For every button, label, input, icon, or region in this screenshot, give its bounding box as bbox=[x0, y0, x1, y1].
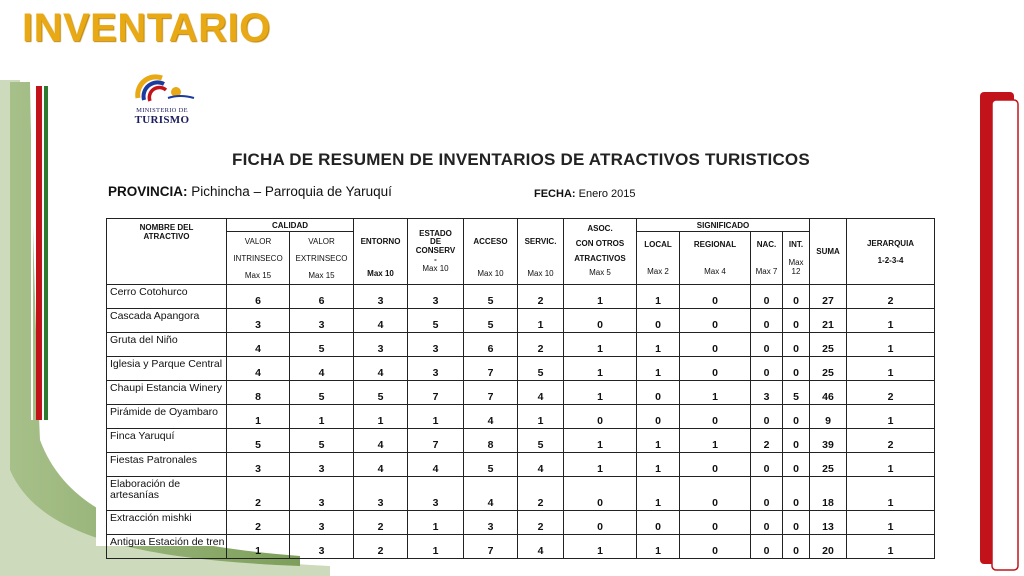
table-cell: 2 bbox=[847, 381, 935, 405]
table-cell: 3 bbox=[408, 333, 464, 357]
table-cell: 1 bbox=[564, 357, 637, 381]
table-cell: 3 bbox=[354, 285, 408, 309]
table-cell: 1 bbox=[408, 405, 464, 429]
table-cell: 4 bbox=[354, 357, 408, 381]
header-estado: ESTADO DE CONSERV - Max 10 bbox=[408, 219, 464, 285]
table-cell: 1 bbox=[680, 429, 751, 453]
table-cell: 5 bbox=[518, 429, 564, 453]
attraction-name: Antigua Estación de tren bbox=[107, 535, 227, 559]
table-cell: 1 bbox=[847, 535, 935, 559]
right-decoration bbox=[944, 0, 1024, 576]
table-cell: 3 bbox=[227, 453, 290, 477]
table-cell: 0 bbox=[783, 285, 810, 309]
table-cell: 5 bbox=[408, 309, 464, 333]
header-servic: SERVIC. Max 10 bbox=[518, 219, 564, 285]
table-cell: 7 bbox=[464, 535, 518, 559]
table-row bbox=[107, 535, 935, 559]
table-row bbox=[107, 285, 935, 309]
table-cell: 5 bbox=[290, 429, 354, 453]
header-entorno: ENTORNO Max 10 bbox=[354, 219, 408, 285]
header-int: INT. Max 12 bbox=[783, 232, 810, 285]
table-cell: 1 bbox=[408, 511, 464, 535]
table-cell: 2 bbox=[847, 285, 935, 309]
table-cell: 1 bbox=[227, 405, 290, 429]
header-jerarquia: JERARQUIA 1-2-3-4 bbox=[847, 219, 935, 285]
table-cell: 3 bbox=[290, 453, 354, 477]
table-cell: 39 bbox=[810, 429, 847, 453]
table-cell: 0 bbox=[751, 535, 783, 559]
table-cell: 0 bbox=[751, 333, 783, 357]
table-cell: 1 bbox=[847, 453, 935, 477]
fecha-line bbox=[534, 188, 636, 200]
table-cell: 4 bbox=[227, 333, 290, 357]
table-cell: 0 bbox=[680, 333, 751, 357]
table-cell: 0 bbox=[680, 309, 751, 333]
header-significado: SIGNIFICADO bbox=[637, 219, 810, 232]
table-cell: 1 bbox=[564, 453, 637, 477]
attraction-name: Finca Yaruquí bbox=[107, 429, 227, 453]
attraction-name: Elaboración de artesanías bbox=[107, 477, 227, 511]
inventory-document bbox=[96, 68, 944, 557]
table-cell: 1 bbox=[847, 309, 935, 333]
table-cell: 4 bbox=[408, 453, 464, 477]
table-cell: 4 bbox=[518, 535, 564, 559]
header-asoc: ASOC. CON OTROS ATRACTIVOS Max 5 bbox=[564, 219, 637, 285]
table-cell: 5 bbox=[354, 381, 408, 405]
table-cell: 25 bbox=[810, 453, 847, 477]
table-cell: 4 bbox=[518, 381, 564, 405]
table-cell: 0 bbox=[637, 381, 680, 405]
table-cell: 1 bbox=[637, 453, 680, 477]
table-cell: 5 bbox=[464, 453, 518, 477]
table-cell: 8 bbox=[464, 429, 518, 453]
table-cell: 0 bbox=[637, 405, 680, 429]
table-cell: 3 bbox=[408, 477, 464, 511]
table-cell: 3 bbox=[290, 477, 354, 511]
table-cell: 1 bbox=[518, 405, 564, 429]
table-cell: 0 bbox=[751, 453, 783, 477]
table-cell: 4 bbox=[290, 357, 354, 381]
table-cell: 1 bbox=[564, 429, 637, 453]
table-cell: 1 bbox=[847, 511, 935, 535]
table-cell: 0 bbox=[680, 453, 751, 477]
table-cell: 0 bbox=[564, 511, 637, 535]
header-calidad: CALIDAD bbox=[227, 219, 354, 232]
table-cell: 3 bbox=[354, 333, 408, 357]
table-cell: 0 bbox=[680, 405, 751, 429]
attraction-name: Cerro Cotohurco bbox=[107, 285, 227, 309]
table-header bbox=[107, 219, 935, 285]
provincia-value: Pichincha – Parroquia de Yaruquí bbox=[191, 184, 392, 199]
table-cell: 1 bbox=[637, 357, 680, 381]
table-cell: 1 bbox=[637, 285, 680, 309]
table-cell: 1 bbox=[354, 405, 408, 429]
table-cell: 0 bbox=[751, 357, 783, 381]
table-cell: 7 bbox=[464, 381, 518, 405]
table-cell: 0 bbox=[783, 535, 810, 559]
table-cell: 5 bbox=[464, 285, 518, 309]
table-cell: 1 bbox=[564, 285, 637, 309]
logo-line-1: MINISTERIO DE bbox=[136, 107, 188, 114]
fecha-label: FECHA: bbox=[534, 188, 576, 200]
table-cell: 1 bbox=[637, 429, 680, 453]
attraction-name: Extracción mishki bbox=[107, 511, 227, 535]
table-cell: 0 bbox=[751, 405, 783, 429]
table-cell: 5 bbox=[783, 381, 810, 405]
table-cell: 5 bbox=[464, 309, 518, 333]
table-cell: 4 bbox=[354, 309, 408, 333]
table-row bbox=[107, 405, 935, 429]
table-cell: 0 bbox=[751, 511, 783, 535]
attraction-name: Fiestas Patronales bbox=[107, 453, 227, 477]
table-row bbox=[107, 357, 935, 381]
table-cell: 1 bbox=[408, 535, 464, 559]
table-cell: 27 bbox=[810, 285, 847, 309]
table-cell: 7 bbox=[408, 381, 464, 405]
table-cell: 5 bbox=[290, 381, 354, 405]
table-cell: 0 bbox=[564, 405, 637, 429]
table-cell: 3 bbox=[227, 309, 290, 333]
table-cell: 46 bbox=[810, 381, 847, 405]
table-cell: 6 bbox=[227, 285, 290, 309]
table-cell: 0 bbox=[564, 477, 637, 511]
attraction-name: Chaupi Estancia Winery bbox=[107, 381, 227, 405]
table-cell: 2 bbox=[354, 535, 408, 559]
table-row bbox=[107, 381, 935, 405]
table-cell: 0 bbox=[680, 357, 751, 381]
table-cell: 5 bbox=[227, 429, 290, 453]
table-cell: 2 bbox=[518, 285, 564, 309]
table-cell: 3 bbox=[290, 535, 354, 559]
table-cell: 0 bbox=[783, 405, 810, 429]
table-cell: 25 bbox=[810, 357, 847, 381]
table-cell: 13 bbox=[810, 511, 847, 535]
table-cell: 4 bbox=[518, 453, 564, 477]
table-cell: 3 bbox=[290, 309, 354, 333]
table-row bbox=[107, 477, 935, 511]
provincia-line bbox=[108, 184, 392, 199]
table-row bbox=[107, 333, 935, 357]
table-cell: 1 bbox=[847, 333, 935, 357]
table-cell: 1 bbox=[680, 381, 751, 405]
table-cell: 0 bbox=[751, 309, 783, 333]
table-row bbox=[107, 429, 935, 453]
table-cell: 7 bbox=[408, 429, 464, 453]
table-cell: 2 bbox=[518, 477, 564, 511]
table-cell: 5 bbox=[518, 357, 564, 381]
table-cell: 0 bbox=[680, 477, 751, 511]
header-acceso: ACCESO Max 10 bbox=[464, 219, 518, 285]
table-cell: 1 bbox=[847, 357, 935, 381]
table-cell: 1 bbox=[637, 333, 680, 357]
table-cell: 8 bbox=[227, 381, 290, 405]
table-cell: 2 bbox=[518, 511, 564, 535]
table-cell: 4 bbox=[227, 357, 290, 381]
table-cell: 1 bbox=[847, 477, 935, 511]
table-cell: 4 bbox=[354, 453, 408, 477]
table-cell: 1 bbox=[847, 405, 935, 429]
table-cell: 18 bbox=[810, 477, 847, 511]
header-suma: SUMA bbox=[810, 219, 847, 285]
table-cell: 0 bbox=[751, 285, 783, 309]
attraction-name: Pirámide de Oyambaro bbox=[107, 405, 227, 429]
table-cell: 2 bbox=[227, 511, 290, 535]
header-nac: NAC. Max 7 bbox=[751, 232, 783, 285]
table-cell: 0 bbox=[783, 477, 810, 511]
table-cell: 1 bbox=[518, 309, 564, 333]
table-cell: 0 bbox=[783, 453, 810, 477]
table-cell: 4 bbox=[464, 477, 518, 511]
table-cell: 1 bbox=[227, 535, 290, 559]
attraction-name: Cascada Apangora bbox=[107, 309, 227, 333]
logo-line-2: TURISMO bbox=[134, 113, 190, 126]
table-row bbox=[107, 453, 935, 477]
table-cell: 1 bbox=[290, 405, 354, 429]
table-cell: 3 bbox=[408, 357, 464, 381]
table-cell: 0 bbox=[783, 333, 810, 357]
inventory-table bbox=[106, 218, 935, 559]
table-cell: 7 bbox=[464, 357, 518, 381]
table-cell: 3 bbox=[464, 511, 518, 535]
table-cell: 0 bbox=[637, 511, 680, 535]
table-cell: 3 bbox=[408, 285, 464, 309]
header-valor-extrinseco: VALOR EXTRINSECO Max 15 bbox=[290, 232, 354, 285]
table-cell: 1 bbox=[637, 535, 680, 559]
table-cell: 21 bbox=[810, 309, 847, 333]
table-row bbox=[107, 309, 935, 333]
table-cell: 6 bbox=[464, 333, 518, 357]
table-cell: 4 bbox=[464, 405, 518, 429]
table-cell: 0 bbox=[751, 477, 783, 511]
header-valor-intrinseco: VALOR INTRINSECO Max 15 bbox=[227, 232, 290, 285]
table-cell: 20 bbox=[810, 535, 847, 559]
table-cell: 1 bbox=[564, 535, 637, 559]
table-body bbox=[107, 285, 935, 559]
table-cell: 0 bbox=[680, 511, 751, 535]
table-cell: 3 bbox=[354, 477, 408, 511]
table-cell: 0 bbox=[680, 535, 751, 559]
header-nombre: NOMBRE DEL ATRACTIVO bbox=[107, 219, 227, 285]
table-cell: 2 bbox=[227, 477, 290, 511]
header-local: LOCAL Max 2 bbox=[637, 232, 680, 285]
table-cell: 1 bbox=[564, 381, 637, 405]
table-row bbox=[107, 511, 935, 535]
header-regional: REGIONAL Max 4 bbox=[680, 232, 751, 285]
table-cell: 0 bbox=[783, 357, 810, 381]
table-cell: 2 bbox=[354, 511, 408, 535]
table-cell: 0 bbox=[637, 309, 680, 333]
table-cell: 25 bbox=[810, 333, 847, 357]
table-cell: 1 bbox=[637, 477, 680, 511]
table-cell: 0 bbox=[783, 511, 810, 535]
table-cell: 3 bbox=[751, 381, 783, 405]
table-cell: 0 bbox=[680, 285, 751, 309]
table-cell: 0 bbox=[783, 309, 810, 333]
table-cell: 0 bbox=[783, 429, 810, 453]
table-cell: 3 bbox=[290, 511, 354, 535]
logo-text bbox=[118, 108, 206, 126]
table-cell: 9 bbox=[810, 405, 847, 429]
slide-title: INVENTARIO bbox=[22, 6, 271, 50]
table-cell: 2 bbox=[751, 429, 783, 453]
table-cell: 0 bbox=[564, 309, 637, 333]
table-cell: 2 bbox=[847, 429, 935, 453]
table-cell: 2 bbox=[518, 333, 564, 357]
table-cell: 1 bbox=[564, 333, 637, 357]
fecha-value: Enero 2015 bbox=[578, 188, 636, 200]
attraction-name: Gruta del Niño bbox=[107, 333, 227, 357]
table-cell: 5 bbox=[290, 333, 354, 357]
table-cell: 6 bbox=[290, 285, 354, 309]
table-cell: 4 bbox=[354, 429, 408, 453]
attraction-name: Iglesia y Parque Central bbox=[107, 357, 227, 381]
provincia-label: PROVINCIA: bbox=[108, 184, 188, 199]
document-title: FICHA DE RESUMEN DE INVENTARIOS DE ATRACTIVOS TURISTICOS bbox=[232, 150, 810, 169]
